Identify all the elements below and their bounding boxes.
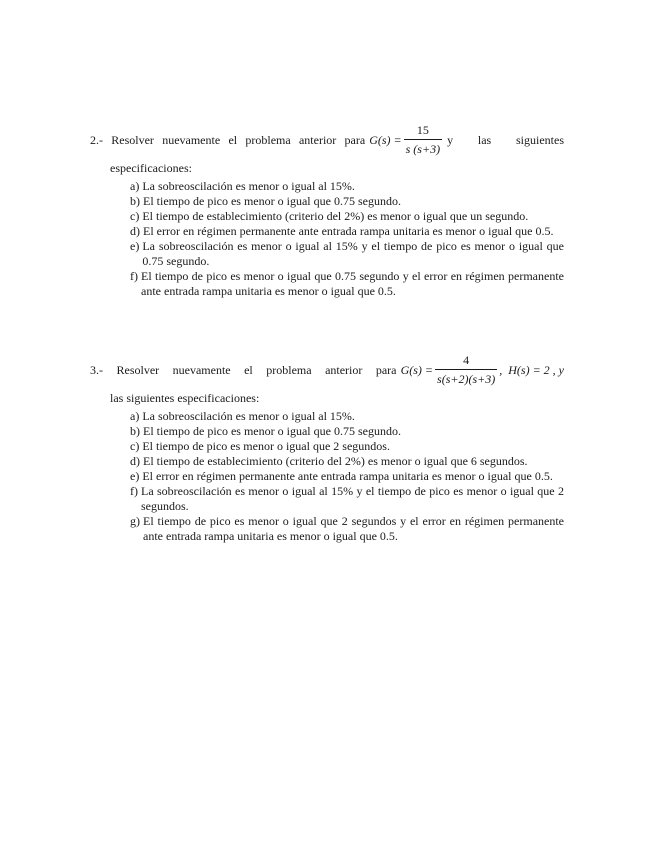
list-item xyxy=(130,454,564,469)
item-text: La sobreoscilación es menor o igual al 15%. xyxy=(142,179,355,193)
word: nuevamente xyxy=(172,362,231,377)
word: el xyxy=(244,362,253,377)
item-label: a) xyxy=(130,179,140,193)
list-item xyxy=(130,409,564,424)
list-item xyxy=(130,224,564,239)
word: para xyxy=(344,132,366,147)
word: anterior xyxy=(298,132,337,147)
item-text: El error en régimen permanente ante entrada rampa unitaria es menor o igual que 0.5. xyxy=(143,224,554,238)
problem-3-lead-text xyxy=(90,363,397,378)
list-item xyxy=(130,439,564,454)
transfer-function-label: G(s) = xyxy=(400,362,434,377)
problem-3-statement xyxy=(90,353,564,387)
item-text: El tiempo de pico es menor o igual que 0.75 segundo y el error en régimen permanente ante entrada rampa unitaria es menor o igual que 0.5. xyxy=(141,269,564,298)
list-item xyxy=(130,514,564,544)
problem-number: 2.- xyxy=(90,132,103,147)
word: Resolver xyxy=(116,362,160,377)
word: anterior xyxy=(325,362,363,377)
item-label: d) xyxy=(130,224,140,238)
word: problema xyxy=(245,132,291,147)
word: nuevamente xyxy=(162,132,221,147)
item-label: g) xyxy=(130,514,140,528)
word: y xyxy=(447,132,454,147)
list-item xyxy=(130,209,564,224)
item-text: El tiempo de pico es menor o igual que 2 segundos y el error en régimen permanente ante entrada rampa unitaria es menor o igual que 0.5. xyxy=(143,514,564,543)
problem-2-tail-text xyxy=(447,133,564,148)
fraction-numerator: 4 xyxy=(463,353,470,367)
problem-2-lead-text xyxy=(90,133,365,148)
word: Resolver xyxy=(111,132,154,147)
item-label: d) xyxy=(130,454,140,468)
list-item xyxy=(130,424,564,439)
item-label: a) xyxy=(130,409,140,423)
item-text: La sobreoscilación es menor o igual al 15% y el tiempo de pico es menor o igual que 2 segundos. xyxy=(141,484,564,513)
list-item xyxy=(130,194,564,209)
problem-2 xyxy=(90,123,564,299)
list-item xyxy=(130,239,564,269)
item-text: El tiempo de pico es menor o igual que 2 segundos. xyxy=(142,439,390,453)
list-item xyxy=(130,179,564,194)
word: siguientes xyxy=(516,132,565,147)
feedback-function: , H(s) = 2 , y xyxy=(499,362,564,377)
fraction-numerator: 15 xyxy=(416,123,429,137)
item-text: La sobreoscilación es menor o igual al 15% y el tiempo de pico es menor o igual que 0.75 segundo. xyxy=(142,239,564,268)
transfer-function-fraction xyxy=(435,353,497,387)
item-text: El tiempo de establecimiento (criterio del 2%) es menor o igual que 6 segundos. xyxy=(143,454,528,468)
item-label: f) xyxy=(130,269,138,283)
item-text: El tiempo de establecimiento (criterio del 2%) es menor o igual que un segundo. xyxy=(142,209,529,223)
list-item xyxy=(130,269,564,299)
transfer-function-fraction xyxy=(404,123,442,157)
item-text: El error en régimen permanente ante entrada rampa unitaria es menor o igual que 0.5. xyxy=(142,469,553,483)
item-text: El tiempo de pico es menor o igual que 0.75 segundo. xyxy=(143,194,401,208)
item-label: f) xyxy=(130,484,138,498)
word: el xyxy=(228,132,238,147)
word: problema xyxy=(266,362,312,377)
item-label: c) xyxy=(130,439,140,453)
list-item xyxy=(130,469,564,484)
transfer-function-label: G(s) = xyxy=(369,132,402,147)
problem-number: 3.- xyxy=(90,362,103,377)
item-label: b) xyxy=(130,424,140,438)
item-label: b) xyxy=(130,194,140,208)
problem-2-statement xyxy=(90,123,564,157)
item-label: c) xyxy=(130,209,140,223)
list-item xyxy=(130,484,564,514)
problem-3 xyxy=(90,353,564,544)
item-label: e) xyxy=(130,239,140,253)
item-label: e) xyxy=(130,469,140,483)
problem-3-continuation: las siguientes especificaciones: xyxy=(110,391,260,405)
word: las xyxy=(477,132,492,147)
problem-2-continuation: especificaciones: xyxy=(110,161,192,175)
fraction-denominator: s(s+2)(s+3) xyxy=(435,369,497,387)
word: para xyxy=(375,362,397,377)
item-text: La sobreoscilación es menor o igual al 15%. xyxy=(142,409,355,423)
problem-3-spec-list xyxy=(90,409,564,544)
item-text: El tiempo de pico es menor o igual que 0.75 segundo. xyxy=(143,424,401,438)
fraction-denominator: s (s+3) xyxy=(404,139,442,157)
problem-2-spec-list xyxy=(90,179,564,299)
